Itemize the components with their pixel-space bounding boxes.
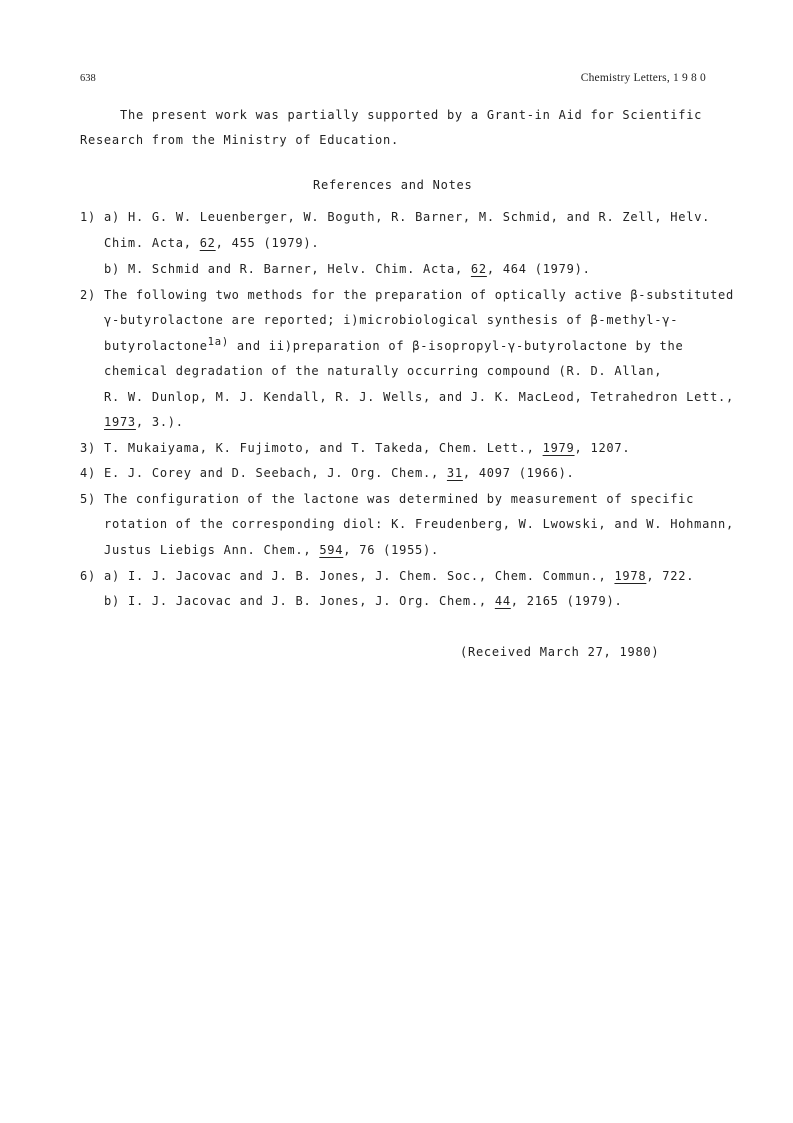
reference-number: 5): [80, 492, 96, 506]
reference-number: 3): [80, 441, 96, 455]
year: 1973: [104, 415, 136, 429]
volume-number: 62: [470, 262, 487, 276]
reference-number: 4): [80, 466, 96, 480]
reference-text: I. J. Jacovac and J. B. Jones, J. Chem. Soc., Chem. Commun., 1978, 722.: [128, 569, 695, 583]
reference-text: E. J. Corey and D. Seebach, J. Org. Chem., 31, 4097 (1966).: [104, 466, 575, 480]
reference-number: 1): [80, 210, 96, 224]
reference-number: 6): [80, 569, 96, 583]
citation-superscript: 1a): [207, 336, 229, 348]
journal-title: Chemistry Letters, 1 9 8 0: [580, 72, 706, 84]
year: 1979: [542, 441, 575, 455]
reference-text: chemical degradation of the naturally occurring compound (R. D. Allan,: [104, 364, 663, 378]
volume-number: 44: [494, 594, 511, 608]
volume-number: 594: [319, 543, 344, 557]
reference-text: The following two methods for the preparation of optically active β-substituted: [104, 288, 734, 302]
reference-text: Chim. Acta, 62, 455 (1979).: [104, 236, 320, 250]
acknowledgment-line-2: Research from the Ministry of Education.: [80, 133, 399, 147]
reference-sub-label: b): [104, 594, 120, 608]
reference-sub-label: a): [104, 569, 120, 583]
reference-text: H. G. W. Leuenberger, W. Boguth, R. Barner, M. Schmid, and R. Zell, Helv.: [128, 210, 711, 224]
reference-text: R. W. Dunlop, M. J. Kendall, R. J. Wells, and J. K. MacLeod, Tetrahedron Lett.,: [104, 390, 734, 404]
reference-text: T. Mukaiyama, K. Fujimoto, and T. Takeda, Chem. Lett., 1979, 1207.: [104, 441, 631, 455]
reference-text: Justus Liebigs Ann. Chem., 594, 76 (1955).: [104, 543, 439, 557]
reference-text: M. Schmid and R. Barner, Helv. Chim. Acta, 62, 464 (1979).: [128, 262, 591, 276]
reference-number: 2): [80, 288, 96, 302]
year: 1978: [614, 569, 647, 583]
acknowledgment-line-1: The present work was partially supported by a Grant-in Aid for Scientific: [120, 108, 703, 122]
reference-text: 1973, 3.).: [104, 415, 184, 429]
reference-sub-label: a): [104, 210, 120, 224]
reference-text: butyrolactone$^{1a)}$ and ii)preparation of β-isopropyl-γ-butyrolactone by the: [104, 336, 684, 353]
reference-text: I. J. Jacovac and J. B. Jones, J. Org. Chem., 44, 2165 (1979).: [128, 594, 623, 608]
reference-sub-label: b): [104, 262, 120, 276]
received-date: (Received March 27, 1980): [460, 645, 660, 659]
reference-text: The configuration of the lactone was determined by measurement of specific: [104, 492, 695, 506]
volume-number: 62: [199, 236, 216, 250]
section-title: References and Notes: [313, 178, 473, 192]
reference-text: γ-butyrolactone are reported; i)microbiological synthesis of β-methyl-γ-: [104, 313, 679, 327]
volume-number: 31: [446, 466, 463, 480]
reference-text: rotation of the corresponding diol: K. Freudenberg, W. Lwowski, and W. Hohmann,: [104, 517, 734, 531]
page-number: 638: [80, 73, 96, 84]
